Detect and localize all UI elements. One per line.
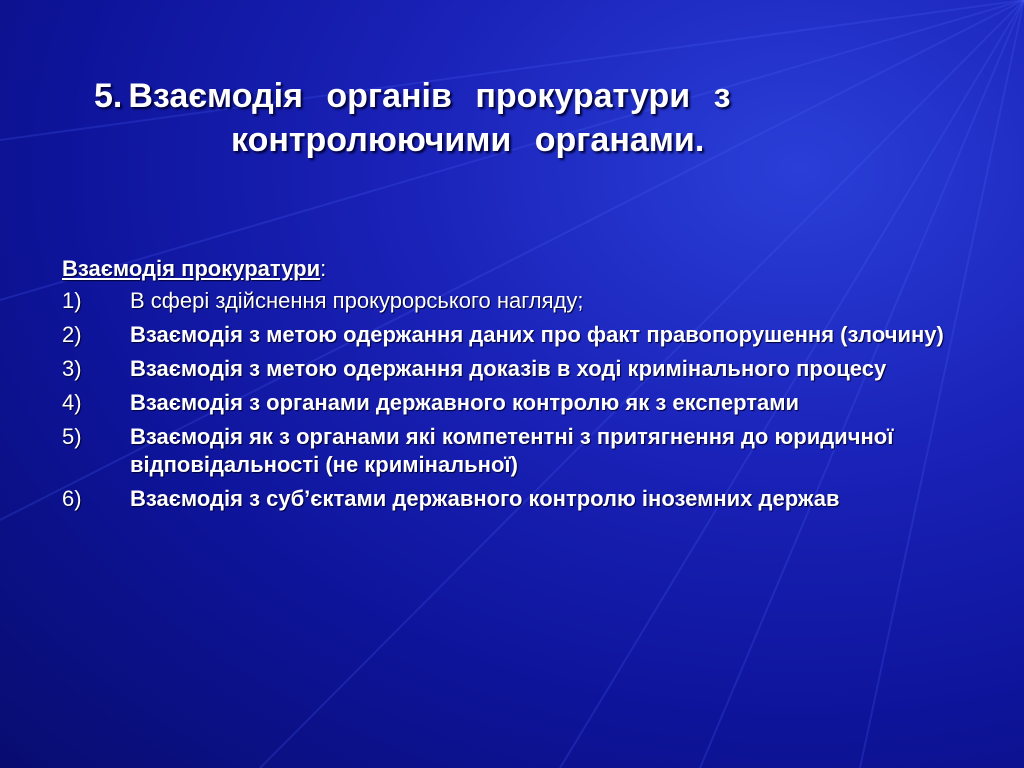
list-item-number: 2) bbox=[62, 322, 82, 347]
slide-content bbox=[62, 255, 982, 519]
list-item-number: 5) bbox=[62, 424, 82, 449]
intro-line bbox=[62, 255, 982, 283]
list-item bbox=[62, 355, 982, 383]
list-item-number: 4) bbox=[62, 390, 82, 415]
title-line-2: контролюючими органами. bbox=[231, 121, 705, 159]
list-item bbox=[62, 321, 982, 349]
list-item bbox=[62, 423, 982, 479]
list-item-text: Взаємодія з суб’єктами державного контролю іноземних держав bbox=[130, 486, 840, 511]
list-item-number: 6) bbox=[62, 486, 82, 511]
slide-title bbox=[94, 74, 944, 162]
numbered-list bbox=[62, 287, 982, 513]
list-item bbox=[62, 485, 982, 513]
title-text-1: Взаємодія органів прокуратури з bbox=[128, 77, 731, 115]
list-item-text: Взаємодія з метою одержання даних про факт правопорушення (злочину) bbox=[130, 322, 944, 347]
title-line-1 bbox=[94, 74, 944, 118]
list-item-text: Взаємодія з органами державного контролю як з експертами bbox=[130, 390, 800, 415]
intro-underlined: Взаємодія прокуратури bbox=[62, 256, 321, 281]
list-item-text: Взаємодія з метою одержання доказів в ході кримінального процесу bbox=[130, 356, 887, 381]
list-item bbox=[62, 287, 982, 315]
list-item-number: 3) bbox=[62, 356, 82, 381]
title-number: 5. bbox=[94, 77, 123, 115]
list-item-text: В сфері здійснення прокурорського нагляду; bbox=[130, 288, 584, 313]
intro-colon: : bbox=[320, 256, 327, 281]
list-item bbox=[62, 389, 982, 417]
list-item-text: Взаємодія як з органами які компетентні з притягнення до юридичної відповідальності (не кримінальної) bbox=[130, 424, 894, 477]
list-item-number: 1) bbox=[62, 288, 82, 313]
